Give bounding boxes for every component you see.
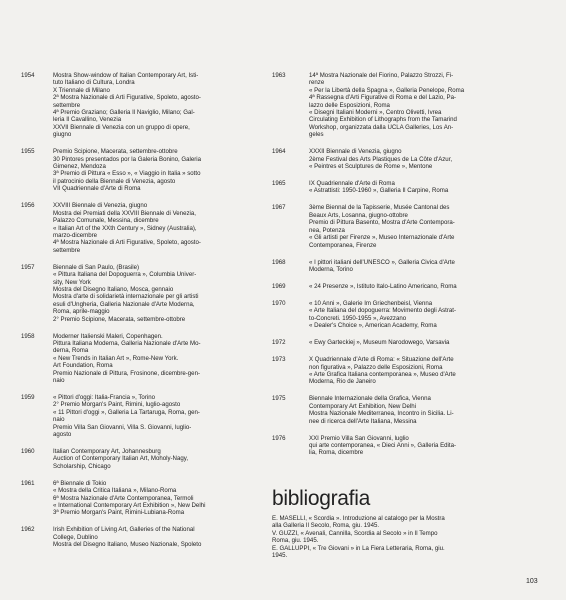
entry-line: nea, Potenza	[309, 226, 345, 234]
entry-line: Mostra d'arte di solidarietà internazionale per gli artisti	[53, 293, 199, 301]
bibliography-line: 1945.	[272, 552, 288, 560]
exhibition-entry	[272, 180, 554, 195]
entry-line: X Triennale di Milano	[53, 86, 110, 94]
entry-text	[309, 339, 554, 346]
exhibition-entry	[272, 435, 554, 457]
entry-line: esuli d'Ungheria, Galleria Nazionale d'Arte Moderna,	[53, 300, 195, 308]
entry-line: marzo-dicembre	[53, 231, 98, 239]
entry-line: 6ª Biennale di Tokio	[53, 479, 107, 487]
entry-line: Mostra dei Premiati della XXVIII Biennale di Venezia,	[53, 209, 196, 217]
entry-text	[309, 435, 554, 457]
entry-line: « Mostra della Critica Italiana », Milano-Roma	[53, 487, 177, 495]
entry-year: 1957	[21, 263, 35, 271]
entry-text	[53, 264, 273, 323]
entry-line: « 11 Pittori d'oggi », Galleria La Tartaruga, Roma, gen-	[53, 408, 200, 416]
exhibition-entry	[272, 259, 554, 274]
exhibition-entry	[272, 339, 554, 346]
entry-line: 3ème Biennal de la Tapisserie, Musée Cantonal des	[309, 204, 450, 212]
entry-line: Beaux Arts, Losanna, giugno-ottobre	[309, 211, 408, 219]
entry-line: nee di ricerca dell'Arte Italiana, Messina	[309, 417, 417, 425]
entry-year: 1964	[272, 148, 286, 156]
exhibition-entry	[21, 526, 273, 548]
entry-text	[53, 394, 273, 438]
entry-text	[309, 204, 554, 248]
entry-line: Mostra Show-window of Italian Contemporary Art, Isti-	[53, 72, 199, 79]
exhibition-entry	[21, 202, 273, 254]
entry-year: 1965	[272, 180, 286, 188]
entry-line: qui arte contemporanea, « Dieci Anni », Galleria Edita-	[309, 441, 457, 449]
entry-line: Palazzo Comunale, Messina, dicembre	[53, 217, 159, 225]
exhibition-entry	[21, 333, 273, 385]
entry-line: Irish Exhibition of Living Art, Galleries of the National	[53, 526, 195, 534]
entry-line: « Per la Libertà della Spagna », Galleria Penelope, Roma	[309, 86, 465, 94]
entry-year: 1954	[21, 72, 35, 79]
entry-line: XXVII Biennale di Venezia con un gruppo di opere,	[53, 123, 190, 131]
entry-text	[53, 148, 273, 192]
entry-text	[309, 180, 554, 195]
bibliography-heading: bibliografia	[272, 487, 370, 510]
entry-line: agosto	[53, 431, 72, 439]
entry-line: « New Trends in Italian Art », Rome-New York.	[53, 354, 179, 362]
entry-line: Biennale di San Paulo, (Brasile)	[53, 263, 140, 271]
entry-line: derna, Roma	[53, 347, 89, 355]
exhibition-entry	[21, 480, 273, 517]
exhibition-entry	[21, 448, 273, 470]
entry-line: Circulating Exhibition of Lithographs from the Tamarind	[309, 116, 457, 124]
entry-line: XXXII Biennale di Venezia, giugno	[309, 148, 402, 156]
entry-line: « International Contemporary Art Exhibition », New Delhi	[53, 502, 206, 510]
entry-line: lazzo delle Esposizioni, Roma	[309, 101, 390, 109]
entry-line: non figurativa », Palazzo delle Esposizioni, Roma	[309, 363, 443, 371]
entry-text	[309, 283, 554, 290]
entry-line: Contemporary Art Exhibition, New Delhi	[309, 402, 417, 410]
entry-year: 1967	[272, 204, 286, 212]
entry-line: Premio di Pittura Basento, Mostra d'Arte Contempora-	[309, 219, 455, 227]
entry-line: « 24 Presenze », Istituto Italo-Latino Americano, Roma	[309, 282, 457, 290]
entry-line: tuto Italiano di Cultura, Londra	[53, 79, 135, 87]
entry-text	[53, 480, 273, 517]
entry-line: naio	[53, 416, 65, 424]
entry-line: « 10 Anni », Galerie Im Griechenbeisl, Vienna	[309, 299, 433, 307]
entry-line: « I pittori italiani dell'UNESCO », Galleria Civica d'Arte	[309, 258, 455, 266]
bibliography-line: E. MASELLI, « Scordia ». Introduzione al catalogo per la Mostra	[272, 515, 445, 522]
entry-year: 1958	[21, 332, 35, 340]
entry-year: 1972	[272, 339, 286, 347]
entry-year: 1969	[272, 282, 286, 290]
entry-line: Premio Scipione, Macerata, settembre-ottobre	[53, 148, 178, 156]
entry-line: Scholarship, Chicago	[53, 462, 111, 470]
entry-text	[53, 526, 273, 548]
entry-line: 2ª Mostra Nazionale di Arti Figurative, Spoleto, agosto-	[53, 94, 201, 102]
entry-line: 4ª Rassegna d'Arti Figurative di Roma e del Lazio, Pa-	[309, 94, 457, 102]
entry-line: lia, Roma, dicembre	[309, 449, 364, 457]
entry-line: giugno	[53, 131, 72, 139]
exhibition-entry	[272, 395, 554, 425]
entry-text	[53, 72, 273, 139]
entry-text	[53, 202, 273, 254]
entry-line: « Pittura Italiana del Dopoguerra », Columbia Univer-	[53, 271, 197, 279]
entry-line: Italian Contemporary Art, Johannesburg	[53, 448, 161, 456]
bibliography-line: alla Galleria Il Secolo, Roma, giu. 1945.	[272, 522, 380, 530]
entry-line: Premio Nazionale di Pittura, Frosinone, dicembre-gen-	[53, 369, 200, 377]
entry-text	[53, 333, 273, 385]
entry-line: il patrocinio della Biennale di Venezia, agosto	[53, 177, 176, 185]
entry-line: College, Dublino	[53, 533, 98, 541]
bibliography-line: Roma, giu. 1945.	[272, 537, 319, 545]
entry-line: VII Quadriennale d'Arte di Roma	[53, 185, 141, 193]
exhibitions-column-right	[272, 72, 554, 466]
entry-year: 1962	[21, 526, 35, 534]
entry-line: 3ª Premio Morgan's Paint, Rimini-Lubiana-Roma	[53, 509, 185, 517]
entry-text	[53, 448, 273, 470]
entry-year: 1963	[272, 72, 286, 79]
entry-line: Premio Villa San Giovanni, Villa S. Giovanni, luglio-	[53, 423, 192, 431]
entry-line: Moderna, Torino	[309, 265, 353, 273]
entry-line: Workshop, organizzata dalla UCLA Galleries, Los An-	[309, 123, 454, 131]
entry-line: 3ª Premio di Pittura « Esso », « Viaggio in Italia » sotto	[53, 170, 201, 178]
entry-line: XXI Premio Villa San Giovanni, luglio	[309, 434, 409, 442]
entry-line: settembre	[53, 246, 81, 254]
entry-line: « Disegni Italiani Moderni », Centro Olivetti, Ivrea	[309, 109, 442, 117]
entry-line: « Dealer's Choice », American Academy, Roma	[309, 322, 437, 330]
bibliography-line: E. GALLUPPI, « Tre Giovani » in La Fiera Letteraria, Roma, giu.	[272, 544, 445, 552]
entry-line: to-Concreti. 1950-1955 », Avezzano	[309, 314, 407, 322]
exhibition-entry	[21, 148, 273, 192]
entry-year: 1961	[21, 479, 35, 487]
exhibition-entry	[21, 394, 273, 438]
entry-text	[309, 395, 554, 425]
entry-line: 2° Premio Scipione, Macerata, settembre-ottobre	[53, 315, 186, 323]
entry-year: 1959	[21, 394, 35, 401]
page-number: 103	[526, 578, 538, 585]
entry-line: X Quadriennale d'Arte di Roma: « Situazione dell'Arte	[309, 356, 454, 364]
entry-line: 4ª Mostra Nazionale di Arti Figurative, Spoleto, agosto-	[53, 239, 201, 247]
exhibition-entry	[272, 356, 554, 386]
entry-line: « Arte Italiana del dopoguerra: Movimento degli Astrat-	[309, 307, 457, 315]
entry-line: XXVIII Biennale di Venezia, giugno	[53, 202, 148, 210]
exhibition-entry	[272, 148, 554, 170]
entry-line: 6ª Mostra Nazionale d'Arte Contemporanea, Termoli	[53, 494, 194, 502]
entry-line: Moderner Italienski Maleri, Copenhagen.	[53, 332, 163, 340]
entry-line: 14ª Mostra Nazionale del Fiorino, Palazzo Strozzi, Fi-	[309, 72, 454, 79]
entry-line: Roma, aprile-maggio	[53, 308, 110, 316]
entry-line: Auction of Contemporary Italian Art, Moholy-Nagy,	[53, 455, 189, 463]
exhibition-entry	[272, 72, 554, 139]
entry-year: 1968	[272, 258, 286, 266]
entry-line: renze	[309, 79, 325, 87]
exhibition-entry	[272, 300, 554, 330]
entry-line: Mostra Nazionale Mediterranea, Incontro in Sicilia. Li-	[309, 410, 454, 418]
entry-year: 1970	[272, 299, 286, 307]
entry-line: naio	[53, 377, 65, 384]
entry-year: 1956	[21, 202, 35, 210]
entry-line: leria Il Cavallino, Venezia	[53, 116, 122, 124]
entry-line: Contemporanea, Firenze	[309, 241, 377, 249]
entry-line: « Astrattisti: 1950-1960 », Galleria Il Carpine, Roma	[309, 187, 449, 195]
entry-line: « Peintres et Sculptures de Rome », Mentone	[309, 163, 433, 171]
entry-line: sity, New York	[53, 278, 91, 286]
exhibition-entry	[272, 283, 554, 290]
entry-year: 1973	[272, 356, 286, 364]
entry-line: 4ª Premio Graziano; Galleria Il Naviglio, Milano; Gal-	[53, 109, 195, 117]
entry-line: 2ème Festival des Arts Plastiques de La Côte d'Azur,	[309, 155, 453, 163]
entry-line: Gimenez, Mendoza	[53, 163, 106, 171]
entry-year: 1955	[21, 148, 35, 156]
entry-line: 30 Pintores presentados por la Galeria Bonino, Galeria	[53, 155, 202, 163]
exhibition-entry	[21, 72, 273, 139]
entry-line: « Ewy Garteckiej », Museum Narodowego, Varsavia	[309, 339, 450, 347]
exhibition-entry	[272, 204, 554, 248]
entry-line: « Italian Art of the XXth Century », Sidney (Australia),	[53, 224, 197, 232]
entry-text	[309, 148, 554, 170]
entry-line: Art Foundation, Roma	[53, 362, 113, 370]
exhibition-entry	[21, 264, 273, 323]
entry-line: « Gli artisti per Firenze », Museo Internazionale d'Arte	[309, 234, 455, 242]
entry-text	[309, 356, 554, 386]
bibliography-list	[272, 515, 554, 559]
entry-line: Biennale Internazionale della Grafica, Vienna	[309, 395, 431, 403]
bibliography-section	[272, 487, 554, 559]
entry-text	[309, 72, 554, 139]
bibliography-line: V. GUZZI, « Avenali, Cannilla, Scordia al Secolo » in Il Tempo	[272, 529, 438, 537]
entry-line: « Pittori d'oggi: Italia-Francia », Torino	[53, 394, 155, 401]
entry-line: settembre	[53, 101, 81, 109]
entry-text	[309, 300, 554, 330]
entry-line: Moderna, Rio de Janeiro	[309, 378, 376, 386]
entry-year: 1976	[272, 434, 286, 442]
entry-line: Pittura Italiana Moderna, Galleria Nazionale d'Arte Mo-	[53, 339, 201, 347]
entry-line: « Arte Grafica Italiana contemporanea », Museo d'Arte	[309, 370, 456, 378]
entry-line: Mostra del Disegno Italiano, Museo Nazionale, Spoleto	[53, 541, 202, 549]
entry-line: 2° Premio Morgan's Paint, Rimini, luglio-agosto	[53, 401, 181, 409]
entry-line: Mostra del Disegno Italiano, Mosca, gennaio	[53, 285, 174, 293]
entry-line: IX Quadriennale d'Arte di Roma	[309, 180, 395, 188]
entry-year: 1960	[21, 448, 35, 456]
entry-year: 1975	[272, 395, 286, 403]
entry-line: geles	[309, 131, 324, 139]
exhibitions-column-left	[21, 72, 273, 558]
entry-text	[309, 259, 554, 274]
